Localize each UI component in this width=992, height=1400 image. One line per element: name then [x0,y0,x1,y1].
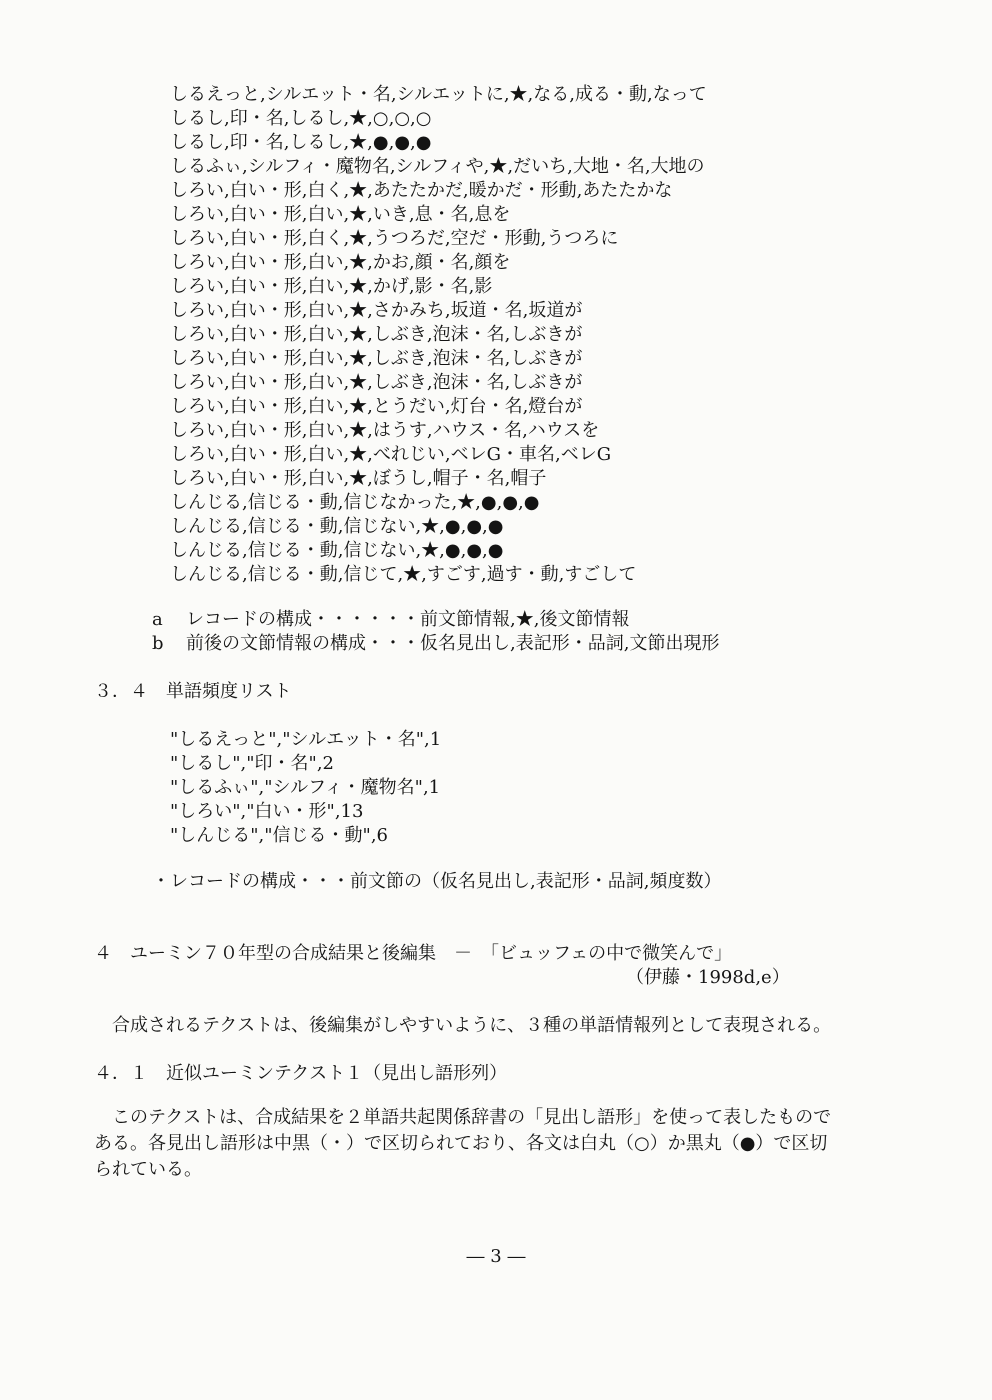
page-number: ― 3 ― [466,1246,526,1267]
frequency-item: "しるし","印・名",2 [170,753,335,774]
record-line: しんじる,信じる・動,信じない,★,●,●,● [170,516,504,537]
legend-text: 前後の文節情報の構成・・・仮名見出し,表記形・品詞,文節出現形 [186,633,720,654]
record-line: しろい,白い・形,白い,★,べれじい,ベレG・車名,ベレG [170,444,612,465]
legend-item-b [152,632,719,656]
legend-key: a [152,609,163,630]
record-line: しろい,白い・形,白い,★,かお,顔・名,顔を [170,252,511,273]
record-line: しろい,白い・形,白い,★,しぶき,泡沫・名,しぶきが [170,372,583,393]
section-4-citation: （伊藤・1998d,e） [626,967,790,988]
record-line: しろい,白い・形,白く,★,うつろだ,空だ・形動,うつろに [170,228,619,249]
record-line: しるし,印・名,しるし,★,○,○,○ [170,108,432,129]
record-line: しろい,白い・形,白く,★,あたたかだ,暖かだ・形動,あたたかな [170,180,673,201]
paragraph-line: られている。 [94,1159,202,1180]
record-line: しるふぃ,シルフィ・魔物名,シルフィや,★,だいち,大地・名,大地の [170,156,705,177]
legend-key: b [152,633,164,654]
record-line: しろい,白い・形,白い,★,しぶき,泡沫・名,しぶきが [170,348,583,369]
section-4-paragraph: 合成されるテクストは、後編集がしやすいように、３種の単語情報列として表現される。 [112,1015,832,1036]
legend-text: レコードの構成・・・・・・前文節情報,★,後文節情報 [186,609,630,630]
record-line: しろい,白い・形,白い,★,しぶき,泡沫・名,しぶきが [170,324,583,345]
record-line: しろい,白い・形,白い,★,かげ,影・名,影 [170,276,493,297]
record-line: しるし,印・名,しるし,★,●,●,● [170,132,432,153]
record-line: しろい,白い・形,白い,★,さかみち,坂道・名,坂道が [170,300,583,321]
record-line: しろい,白い・形,白い,★,いき,息・名,息を [170,204,511,225]
frequency-item: "しるえっと","シルエット・名",1 [170,729,442,750]
frequency-item: "しんじる","信じる・動",6 [170,825,389,846]
record-line: しんじる,信じる・動,信じない,★,●,●,● [170,540,504,561]
section-4-heading: ４ ユーミン７０年型の合成結果と後編集 － 「ビュッフェの中で微笑んで」 [94,943,733,964]
frequency-item: "しろい","白い・形",13 [170,801,364,822]
record-line: しろい,白い・形,白い,★,ぼうし,帽子・名,帽子 [170,468,547,489]
record-line: しろい,白い・形,白い,★,はうす,ハウス・名,ハウスを [170,420,600,441]
record-line: しんじる,信じる・動,信じて,★,すごす,過す・動,すごして [170,564,637,585]
frequency-item: "しるふぃ","シルフィ・魔物名",1 [170,777,441,798]
legend-item-a [152,608,629,632]
record-line: しるえっと,シルエット・名,シルエットに,★,なる,成る・動,なって [170,84,707,105]
section-3-4-heading: ３．４ 単語頻度リスト [94,681,292,702]
record-line: しろい,白い・形,白い,★,とうだい,灯台・名,燈台が [170,396,583,417]
section-4-1-heading: ４．１ 近似ユーミンテクスト１（見出し語形列） [94,1063,508,1084]
paragraph-line: このテクストは、合成結果を２単語共起関係辞書の「見出し語形」を使って表したもので [112,1107,832,1128]
paragraph-line: ある。各見出し語形は中黒（・）で区切られており、各文は白丸（○）か黒丸（●）で区切 [94,1133,828,1154]
record-structure-note: ・レコードの構成・・・前文節の（仮名見出し,表記形・品詞,頻度数） [152,871,722,892]
record-line: しんじる,信じる・動,信じなかった,★,●,●,● [170,492,540,513]
